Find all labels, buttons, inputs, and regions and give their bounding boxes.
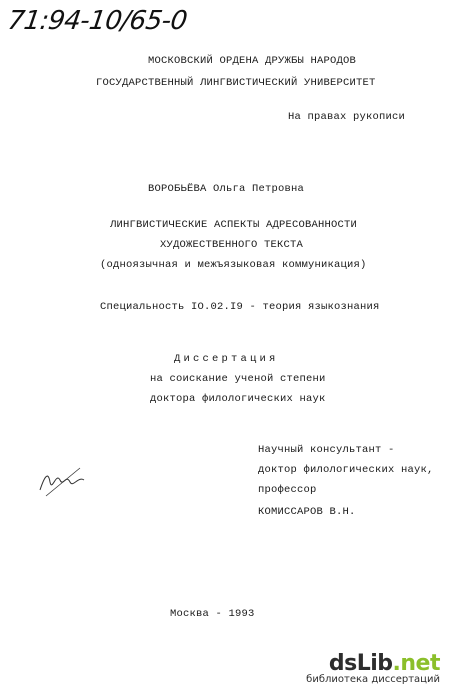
degree-line-2: доктора филологических наук	[150, 393, 326, 405]
title-line-3: (одноязычная и межъязыковая коммуникация)	[100, 259, 367, 271]
consultant-line-1: Научный консультант -	[258, 444, 395, 456]
manuscript-rights-note: На правах рукописи	[288, 111, 406, 123]
handwritten-signature	[36, 460, 96, 500]
title-line-1: ЛИНГВИСТИЧЕСКИЕ АСПЕКТЫ АДРЕСОВАННОСТИ	[110, 219, 358, 231]
handwritten-catalog-number: 71:94-10/65-0	[5, 6, 189, 36]
place-and-year: Москва - 1993	[170, 608, 255, 620]
dslib-logo: dsLib.net	[328, 651, 440, 676]
consultant-line-3: профессор	[258, 484, 317, 496]
consultant-line-4: КОМИССАРОВ В.Н.	[258, 506, 356, 518]
consultant-line-2: доктор филологических наук,	[258, 464, 434, 476]
degree-line-1: на соискание ученой степени	[150, 373, 326, 385]
institution-line-2: ГОСУДАРСТВЕННЫЙ ЛИНГВИСТИЧЕСКИЙ УНИВЕРСИТЕТ	[96, 77, 376, 89]
specialty-line: Специальность IO.02.I9 - теория языкознания	[100, 301, 380, 313]
author-name: ВОРОБЬЁВА Ольга Петровна	[148, 183, 305, 195]
institution-line-1: МОСКОВСКИЙ ОРДЕНА ДРУЖБЫ НАРОДОВ	[148, 55, 357, 67]
dissertation-heading: Диссертация	[174, 353, 279, 365]
title-line-2: ХУДОЖЕСТВЕННОГО ТЕКСТА	[160, 239, 304, 251]
dslib-watermark	[306, 651, 440, 685]
watermark-subtitle: библиотека диссертаций	[306, 674, 440, 685]
